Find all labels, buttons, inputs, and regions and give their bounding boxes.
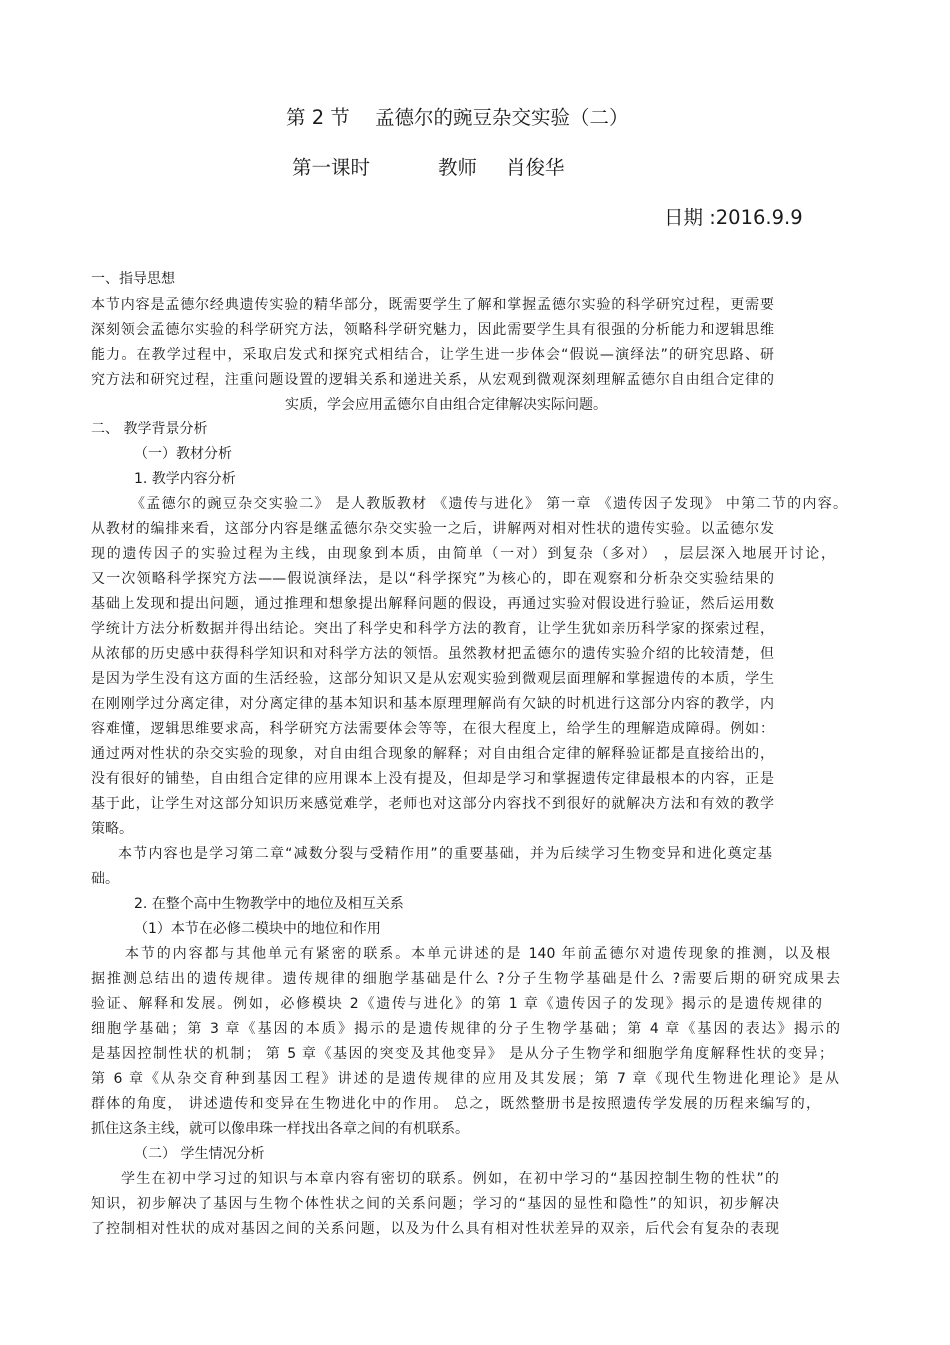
paragraph-line: 能力。在教学过程中，采取启发式和探究式相结合，让学生进一步体会“假说—演绎法”的研究思路、研 — [91, 347, 774, 363]
paragraph-line: 本节内容也是学习第二章“减数分裂与受精作用”的重要基础，并为后续学习生物变异和进化奠定基 — [118, 846, 772, 862]
paragraph-line: 是因为学生没有这方面的生活经验，这部分知识又是从宏观实验到微观层面理解和掌握遗传的本质，学生 — [91, 671, 774, 687]
paragraph-line: 从教材的编排来看，这部分内容是继孟德尔杂交实验一之后，讲解两对相对性状的遗传实验。以孟德尔发 — [91, 521, 774, 537]
teacher-label: 教师 — [438, 156, 478, 179]
paragraph-line: 学统计方法分析数据并得出结论。突出了科学史和科学方法的教育，让学生犹如亲历科学家的探索过程， — [91, 621, 774, 637]
paragraph-line: 据推测总结出的遗传规律。遗传规律的细胞学基础是什么 ?分子生物学基础是什么 ?需要后期的研究成果去 — [91, 971, 840, 987]
paragraph-line: 学生在初中学习过的知识与本章内容有密切的联系。例如，在初中学习的“基因控制生物的性状”的 — [121, 1171, 779, 1187]
heading-content-analysis: 1. 教学内容分析 — [134, 471, 236, 487]
paragraph-line: 基础上发现和提出问题，通过推理和想象提出解释问题的假设，再通过实验对假设进行验证，然后运用数 — [91, 596, 774, 612]
title-section: 第 2 节 — [286, 106, 350, 129]
teacher-name: 肖俊华 — [506, 156, 565, 179]
paragraph-line: 现的遗传因子的实验过程为主线，由现象到本质，由简单（一对）到复杂（多对） ，层层深入地展开讨论， — [91, 546, 835, 562]
paragraph-line: 《孟德尔的豌豆杂交实验二》 是人教版教材 《遗传与进化》 第一章 《遗传因子发现》 中第二节的内容。 — [131, 496, 847, 512]
paragraph-line: 又一次领略科学探究方法——假说演绎法，是以“科学探究”为核心的，即在观察和分析杂交实验结果的 — [91, 571, 774, 587]
paragraph-line: 本节的内容都与其他单元有紧密的联系。本单元讲述的是 140 年前孟德尔对遗传现象的推测，以及根 — [125, 946, 830, 962]
paragraph-line: 验证、解释和发展。例如，必修模块 2《遗传与进化》的第 1 章《遗传因子的发现》揭示的是遗传规律的 — [91, 996, 822, 1012]
paragraph-line: 没有很好的铺垫，自由组合定律的应用课本上没有提及，但却是学习和掌握遗传定律最根本的内容，正是 — [91, 771, 774, 787]
heading-guiding-idea: 一、指导思想 — [91, 271, 175, 287]
paragraph-line: 策略。 — [91, 821, 133, 837]
heading-position: 2. 在整个高中生物教学中的地位及相互关系 — [134, 896, 404, 912]
lesson-label: 第一课时 — [292, 156, 371, 179]
paragraph-line: 基于此，让学生对这部分知识历来感觉难学，老师也对这部分内容找不到很好的就解决方法和有效的教学 — [91, 796, 774, 812]
heading-module-role: （1）本节在必修二模块中的地位和作用 — [134, 921, 381, 937]
paragraph-line: 实质，学会应用孟德尔自由组合定律解决实际问题。 — [285, 397, 607, 413]
title-main: 孟德尔的豌豆杂交实验（二） — [375, 106, 629, 129]
paragraph-line: 究方法和研究过程，注重问题设置的逻辑关系和递进关系，从宏观到微观深刻理解孟德尔自由组合定律的 — [91, 372, 774, 388]
heading-background: 二、 教学背景分析 — [91, 421, 208, 437]
paragraph-line: 从浓郁的历史感中获得科学知识和对科学方法的领悟。虽然教材把孟德尔的遗传实验介绍的比较清楚，但 — [91, 646, 774, 662]
paragraph-line: 了控制相对性状的成对基因之间的关系问题，以及为什么具有相对性状差异的双亲，后代会有复杂的表现 — [91, 1221, 779, 1237]
paragraph-line: 本节内容是孟德尔经典遗传实验的精华部分，既需要学生了解和掌握孟德尔实验的科学研究过程，更需要 — [91, 297, 774, 313]
paragraph-line: 知识，初步解决了基因与生物个体性状之间的关系问题；学习的“基因的显性和隐性”的知识，初步解决 — [91, 1196, 779, 1212]
heading-textbook: （一）教材分析 — [134, 446, 232, 462]
paragraph-line: 容难懂，逻辑思维要求高，科学研究方法需要体会等等，在很大程度上，给学生的理解造成障碍。例如： — [91, 721, 774, 737]
paragraph-line: 细胞学基础；第 3 章《基因的本质》揭示的是遗传规律的分子生物学基础；第 4 章《基因的表达》揭示的 — [91, 1021, 840, 1037]
paragraph-line: 群体的角度， 讲述遗传和变异在生物进化中的作用。 总之，既然整册书是按照遗传学发展的历程来编写的， — [91, 1096, 820, 1112]
paragraph-line: 通过两对性状的杂交实验的现象，对自由组合现象的解释；对自由组合定律的解释验证都是直接给出的， — [91, 746, 774, 762]
paragraph-line: 深刻领会孟德尔实验的科学研究方法，领略科学研究魅力，因此需要学生具有很强的分析能力和逻辑思维 — [91, 322, 774, 338]
paragraph-line: 抓住这条主线，就可以像串珠一样找出各章之间的有机联系。 — [91, 1121, 469, 1137]
paragraph-line: 础。 — [91, 871, 119, 887]
document-date: 日期 :2016.9.9 — [664, 206, 803, 229]
heading-student-analysis: （二） 学生情况分析 — [134, 1146, 265, 1162]
paragraph-line: 是基因控制性状的机制； 第 5 章《基因的突变及其他变异》 是从分子生物学和细胞学角度解释性状的变异； — [91, 1046, 833, 1062]
paragraph-line: 在刚刚学过分离定律，对分离定律的基本知识和基本原理理解尚有欠缺的时机进行这部分内容的教学，内 — [91, 696, 774, 712]
paragraph-line: 第 6 章《从杂交育种到基因工程》讲述的是遗传规律的应用及其发展；第 7 章《现代生物进化理论》是从 — [91, 1071, 839, 1087]
